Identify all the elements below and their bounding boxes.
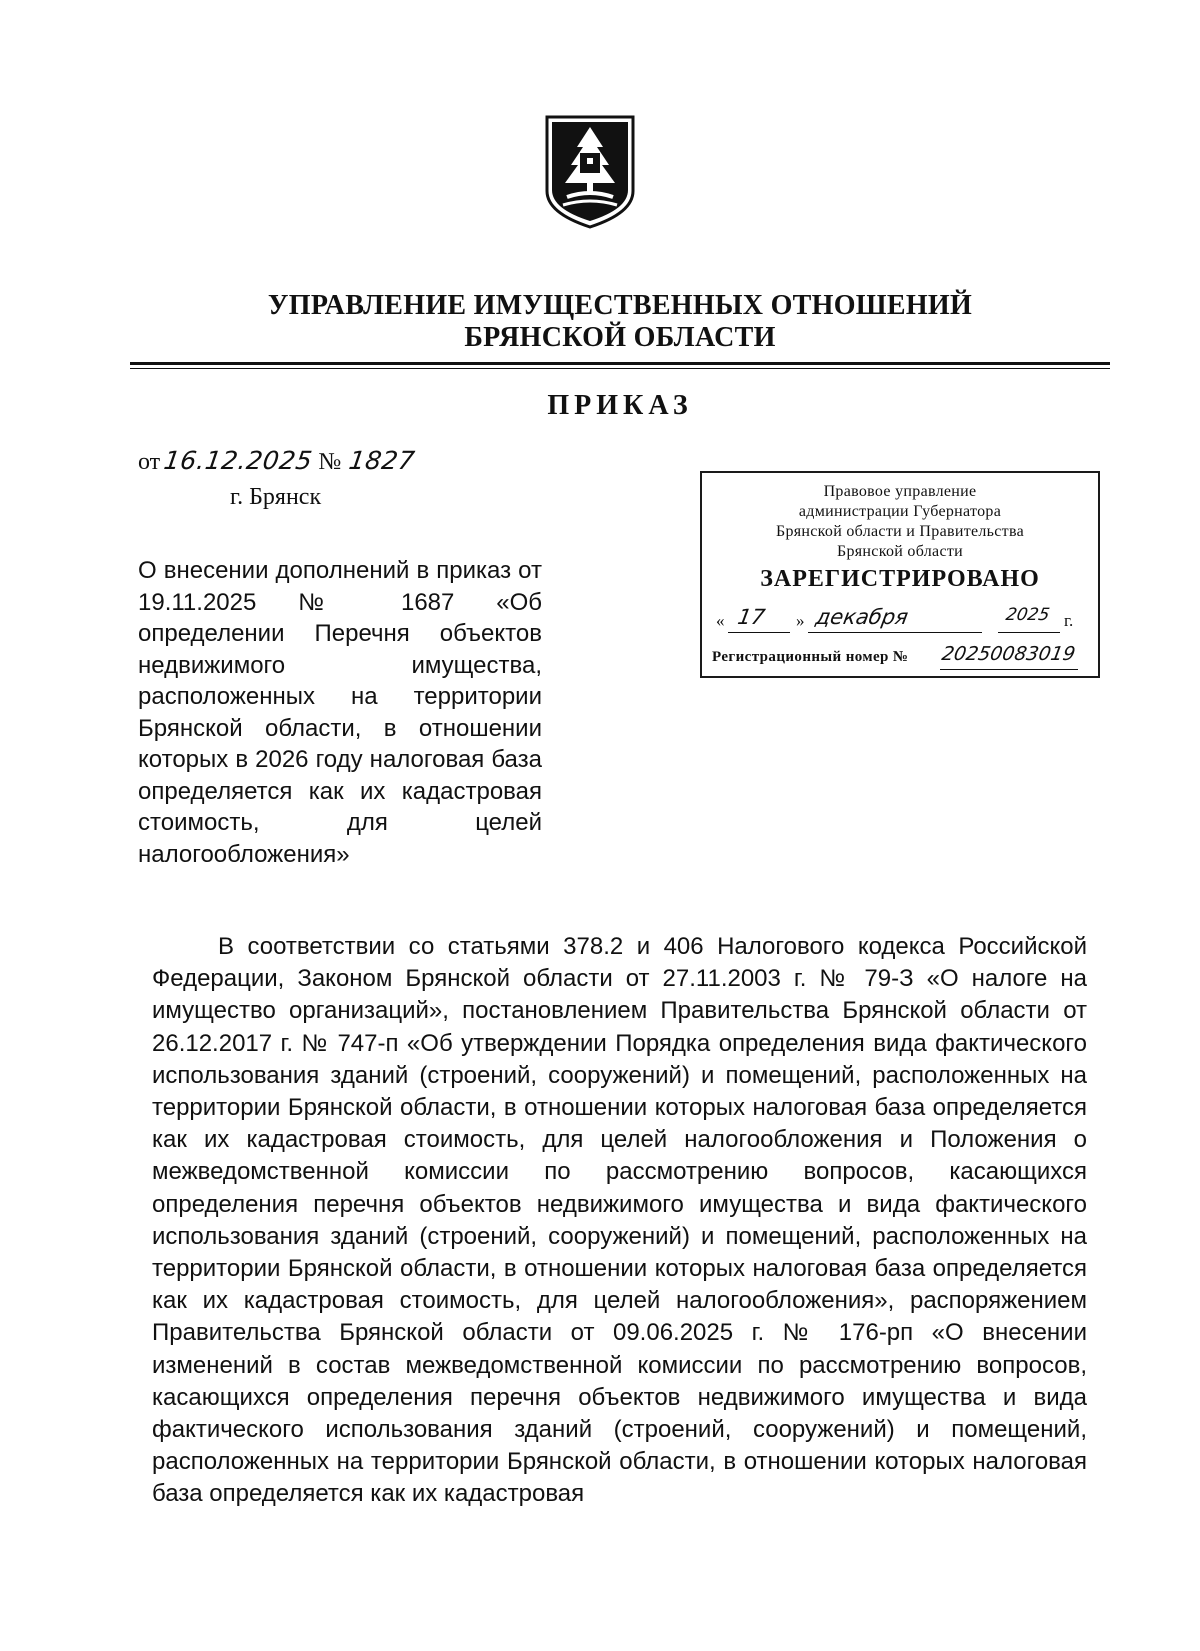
order-date-number xyxy=(138,446,415,477)
date-prefix: от xyxy=(138,449,161,475)
order-subject: О внесении дополнений в приказ от 19.11.2025 № 1687 «Об определении Перечня объектов недвижимого имущества, расположенных на территории Брянской области, в отношении которых в 2026 году налоговая база определяется как их кадастровая стоимость, для целей налогообложения» xyxy=(138,557,542,868)
stamp-organization xyxy=(702,482,1098,562)
order-date-handwritten: 16.12.2025 xyxy=(162,446,315,475)
coat-of-arms-emblem xyxy=(543,113,637,231)
agency-name-line2: БРЯНСКОЙ ОБЛАСТИ xyxy=(464,322,776,353)
stamp-status: ЗАРЕГИСТРИРОВАНО xyxy=(760,566,1040,592)
stamp-year-underline xyxy=(998,631,1060,633)
stamp-org-line1: Правовое управление xyxy=(823,483,977,500)
stamp-org-line2: администрации Губернатора xyxy=(798,503,1002,520)
number-sign: № xyxy=(318,449,342,475)
header-divider-thin xyxy=(130,368,1110,369)
order-city: г. Брянск xyxy=(230,484,322,510)
agency-name xyxy=(130,290,1110,354)
registration-stamp xyxy=(700,471,1100,678)
stamp-quote-close: » xyxy=(796,611,805,630)
stamp-day-handwritten: 17 xyxy=(735,605,767,629)
document-title: ПРИКАЗ xyxy=(547,390,693,421)
stamp-month-underline xyxy=(808,631,982,633)
stamp-day-underline xyxy=(728,631,790,633)
stamp-year-handwritten: 2025 xyxy=(1004,605,1052,625)
stamp-date-line xyxy=(716,607,1086,637)
stamp-year-suffix: г. xyxy=(1064,611,1074,630)
stamp-reg-number-handwritten: 20250083019 xyxy=(940,643,1077,665)
stamp-quote-open: « xyxy=(716,611,725,630)
order-number-handwritten: 1827 xyxy=(347,446,417,475)
agency-name-line1: УПРАВЛЕНИЕ ИМУЩЕСТВЕННЫХ ОТНОШЕНИЙ xyxy=(267,290,973,321)
stamp-reg-label: Регистрационный номер № xyxy=(712,649,909,665)
stamp-org-line4: Брянской области xyxy=(836,543,964,560)
stamp-month-handwritten: декабря xyxy=(813,605,911,629)
stamp-reg-number-underline xyxy=(940,643,1078,670)
stamp-org-line3: Брянской области и Правительства xyxy=(775,523,1025,540)
order-body-paragraph: В соответствии со статьями 378.2 и 406 Налогового кодекса Российской Федерации, Законом Брянской области от 27.11.2003 г. № 79-З «О налоге на имущество организаций», постановлением Правительства Брянской области от 26.12.2017 г. № 747-п «Об утверждении Порядка определения вида фактического использования зданий (строений, сооружений) и помещений, расположенных на территории Брянской области, в отношении которых налоговая база определяется как их кадастровая стоимость, для целей налогообложения и Положения о межведомственной комиссии по рассмотрению вопросов, касающихся определения перечня объектов недвижимого имущества и вида фактического использования зданий (строений, сооружений) и помещений, расположенных на территории Брянской области, в отношении которых налоговая база определяется как их кадастровая стоимость, для целей налогообложения», распоряжением Правительства Брянской области от 09.06.2025 г. № 176-рп «О внесении изменений в состав межведомственной комиссии по рассмотрению вопросов, касающихся определения перечня объектов недвижимого имущества и вида фактического использования зданий (строений, сооружений) и помещений, расположенных на территории Брянской области, в отношении которых налоговая база определяется как их кадастровая xyxy=(152,933,1087,1508)
header-divider-thick xyxy=(130,362,1110,365)
